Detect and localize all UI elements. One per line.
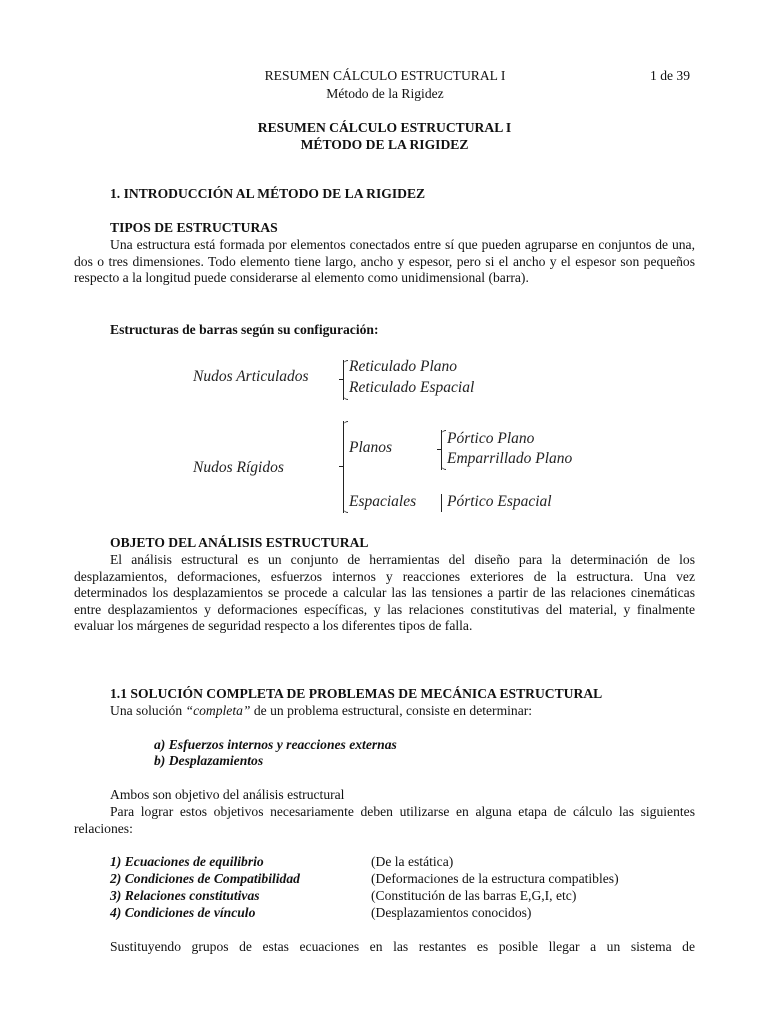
relation-2-label: 2) Condiciones de Compatibilidad [110,871,300,886]
page-number: 1 de 39 [650,68,691,83]
relation-1-desc: (De la estática) [371,854,454,869]
label-emparrillado-plano: Emparrillado Plano [447,450,573,467]
bar-espaciales [441,494,442,512]
item-a: a) Esfuerzos internos y reacciones externas [154,737,397,752]
tipos-paragraph: Una estructura está formada por elementos conectados entre sí que pueden agruparse en conjuntos de una, dos o tres dimensiones. Todo elemento tiene largo, ancho y espesor, pero si el ancho y el espesor son pequeños respecto a la longitud puede considerarse al elemento como unidimensional (barra). [74,237,695,285]
document-title-line2: MÉTODO DE LA RIGIDEZ [300,137,469,152]
brace-planos [441,430,442,470]
brace-articulados [343,360,344,400]
label-portico-plano: Pórtico Plano [447,430,535,447]
label-reticulado-espacial: Reticulado Espacial [349,379,475,396]
tipos-heading: TIPOS DE ESTRUCTURAS [110,220,278,235]
solucion-intro-post: de un problema estructural, consiste en determinar: [250,703,533,718]
ambos-line: Ambos son objetivo del análisis estructural [110,787,345,802]
label-portico-espacial: Pórtico Espacial [447,493,552,510]
section-heading-1: 1. INTRODUCCIÓN AL MÉTODO DE LA RIGIDEZ [110,186,426,201]
running-header-subtitle: Método de la Rigidez [326,86,444,101]
objeto-paragraph: El análisis estructural es un conjunto de herramientas del diseño para la determinación de los desplazamientos, deformaciones, esfuerzos internos y reacciones exteriores de la estructura. Una vez determinados los desplazamientos se procede a calcular las las tensiones a partir de las relaciones cinemáticas entre desplazamientos y deformaciones específicas, y las relaciones constitutivas del material, y finalmente evaluar los márgenes de seguridad respecto a los diferentes tipos de falla. [74,552,695,633]
objeto-heading: OBJETO DEL ANÁLISIS ESTRUCTURAL [110,535,369,550]
brace-rigidos [343,421,344,513]
document-title-line1: RESUMEN CÁLCULO ESTRUCTURAL I [257,120,512,135]
label-nudos-rigidos: Nudos Rígidos [193,459,284,476]
relation-2-desc: (Deformaciones de la estructura compatibles) [371,871,619,886]
sustituyendo-line: Sustituyendo grupos de estas ecuaciones en las restantes es posible llegar a un sistema de [110,939,695,954]
relation-4-label: 4) Condiciones de vínculo [110,905,256,920]
para-lograr: Para lograr estos objetivos necesariamente deben utilizarse en alguna etapa de cálculo las siguientes relaciones: [74,804,695,836]
solucion-intro-pre: Una solución [110,703,186,718]
barras-heading: Estructuras de barras según su configuración: [110,322,379,337]
label-planos: Planos [349,439,393,456]
label-nudos-articulados: Nudos Articulados [193,368,309,385]
solucion-intro-emphasis: “completa” [185,703,251,718]
relation-3-label: 3) Relaciones constitutivas [110,888,260,903]
label-espaciales: Espaciales [349,493,417,510]
relation-3-desc: (Constitución de las barras E,G,I, etc) [371,888,577,903]
relation-4-desc: (Desplazamientos conocidos) [371,905,532,920]
relation-1-label: 1) Ecuaciones de equilibrio [110,854,264,869]
label-reticulado-plano: Reticulado Plano [349,358,458,375]
solucion-intro [110,703,532,720]
section-heading-1-1: 1.1 SOLUCIÓN COMPLETA DE PROBLEMAS DE MECÁNICA ESTRUCTURAL [110,686,603,701]
running-header-title: RESUMEN CÁLCULO ESTRUCTURAL I [264,68,506,83]
item-b: b) Desplazamientos [154,753,264,768]
